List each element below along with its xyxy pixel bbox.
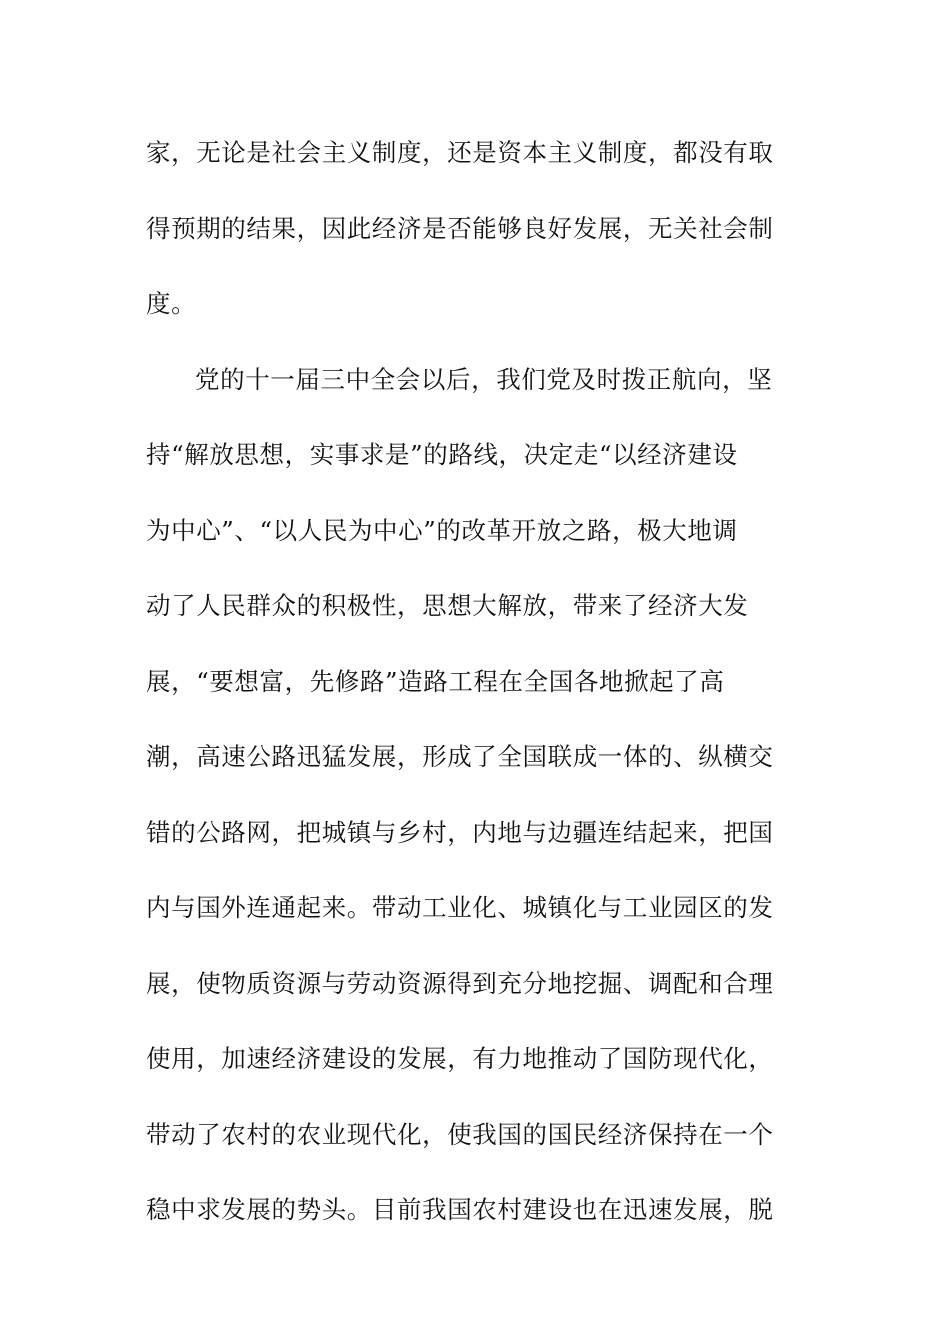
text-line: 稳中求发展的势头。目前我国农村建设也在迅速发展，脱 (146, 1195, 774, 1224)
body-text (146, 128, 786, 1261)
text-line: 持“解放思想，实事求是”的路线，决定走“以经济建设 (146, 440, 738, 469)
text-line: 为中心”、“以人民为中心”的改革开放之路，极大地调 (146, 515, 738, 545)
text-line: 动了人民群众的积极性，思想大解放，带来了经济大发 (146, 591, 749, 620)
text-line: 家，无论是社会主义制度，还是资本主义制度，都没有取 (146, 138, 774, 167)
text-line: 展，“要想富，先修路”造路工程在全国各地掀起了高 (146, 666, 725, 696)
text-line: 展，使物质资源与劳动资源得到充分地挖掘、调配和合理 (146, 968, 774, 998)
text-line: 得预期的结果，因此经济是否能够良好发展，无关社会制 (146, 213, 774, 243)
text-line: 内与国外连通起来。带动工业化、城镇化与工业园区的发 (146, 893, 774, 922)
text-line: 带动了农村的农业现代化，使我国的国民经济保持在一个 (146, 1119, 774, 1149)
text-line: 使用，加速经济建设的发展，有力地推动了国防现代化， (146, 1044, 774, 1073)
text-line: 度。 (146, 289, 197, 318)
text-line: 潮，高速公路迅猛发展，形成了全国联成一体的、纵横交 (146, 742, 774, 771)
text-line: 错的公路网，把城镇与乡村，内地与边疆连结起来，把国 (146, 817, 774, 847)
paragraph-first-line: 党的十一届三中全会以后，我们党及时拨正航向，坚 (195, 364, 773, 394)
